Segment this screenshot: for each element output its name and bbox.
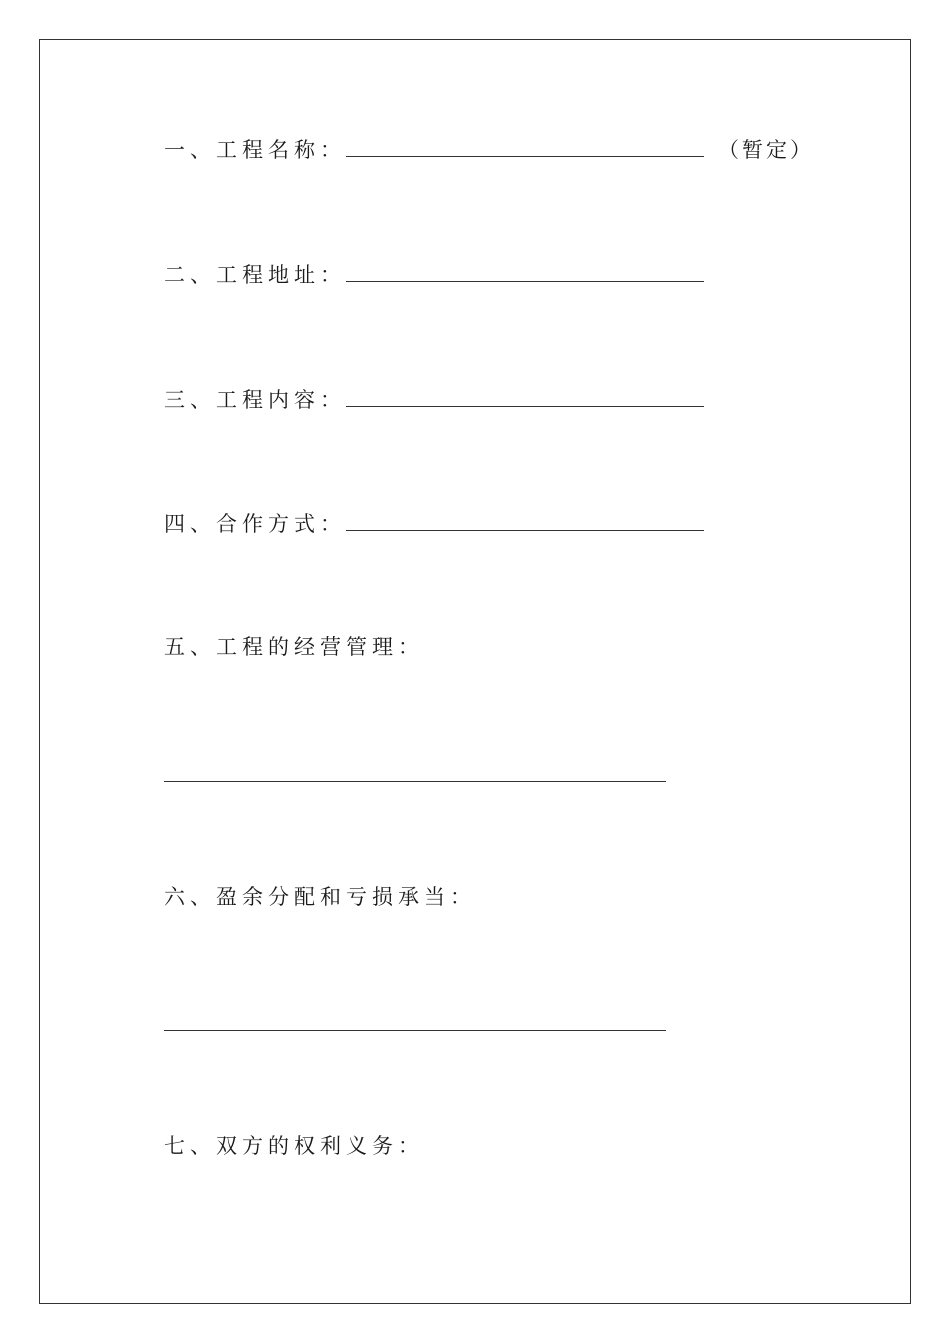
cooperation-method-blank[interactable] — [346, 510, 704, 531]
item-rights-obligations — [164, 1133, 424, 1159]
item-project-address — [164, 261, 704, 288]
project-name-label: 一、工程名称： — [164, 138, 346, 162]
project-address-blank[interactable] — [346, 261, 704, 282]
project-name-suffix: （暂定） — [718, 138, 814, 162]
project-content-blank[interactable] — [346, 386, 704, 407]
rights-obligations-label: 七、双方的权利义务： — [164, 1134, 424, 1158]
page-frame — [39, 39, 911, 1304]
item-project-content — [164, 386, 704, 413]
project-name-blank[interactable] — [346, 136, 704, 157]
profit-loss-label: 六、盈余分配和亏损承当： — [164, 885, 476, 909]
item-project-name — [164, 136, 814, 163]
project-address-label: 二、工程地址： — [164, 263, 346, 287]
item-profit-loss — [164, 884, 476, 910]
business-management-blank[interactable] — [164, 781, 666, 782]
item-cooperation-method — [164, 510, 704, 537]
profit-loss-blank[interactable] — [164, 1030, 666, 1031]
business-management-label: 五、工程的经营管理： — [164, 635, 424, 659]
cooperation-method-label: 四、合作方式： — [164, 512, 346, 536]
item-business-management — [164, 634, 424, 660]
project-content-label: 三、工程内容： — [164, 388, 346, 412]
